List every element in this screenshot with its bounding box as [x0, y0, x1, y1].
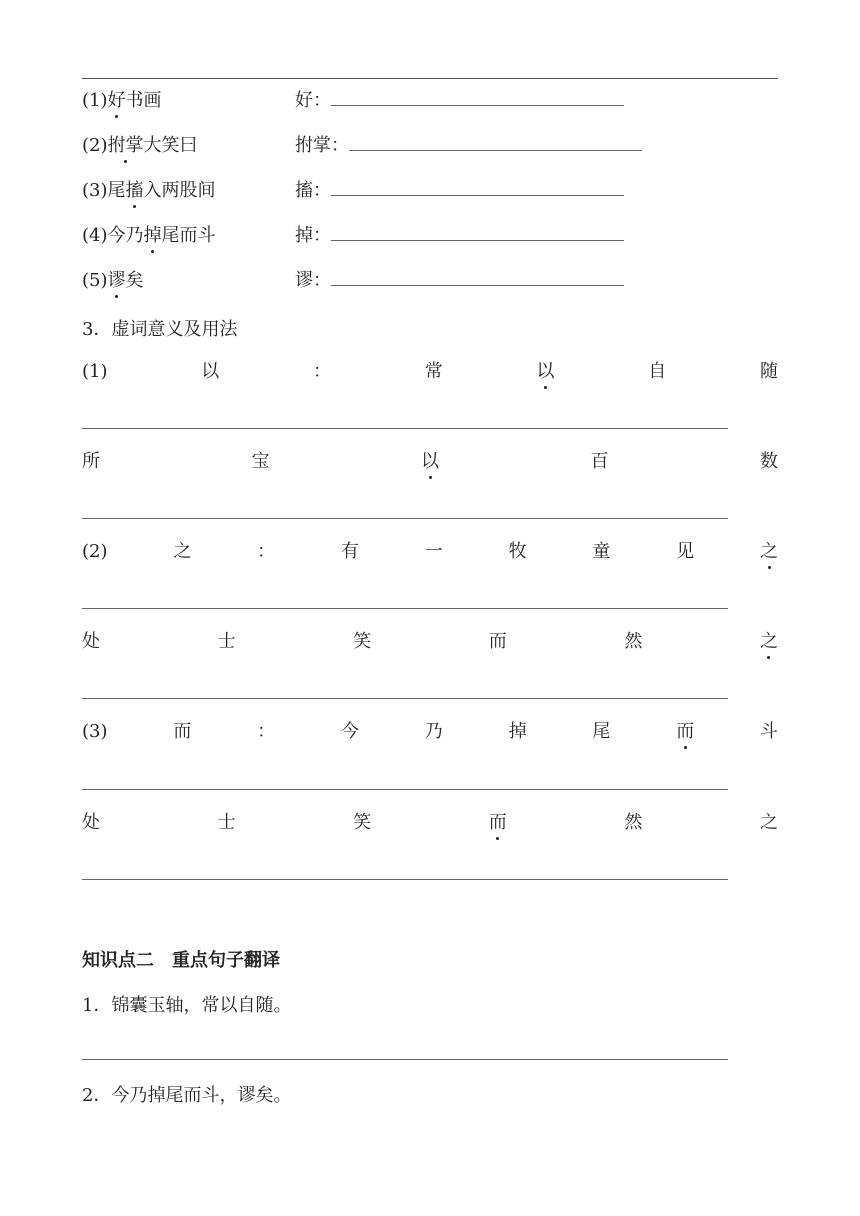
function-word-row-6: 处 士 笑 而 然 之 [82, 812, 778, 833]
knowledge-point-title: 知识点二 重点句子翻译 [82, 950, 280, 971]
answer-line[interactable] [82, 428, 728, 429]
answer-blank[interactable] [349, 136, 642, 151]
answer-line[interactable] [82, 698, 728, 699]
answer-line[interactable] [82, 608, 728, 609]
sentence-1: 1．锦囊玉轴，常以自随。 [82, 995, 292, 1016]
answer-line[interactable] [82, 518, 728, 519]
function-word-row-5: (3) 而 ： 今 乃 掉 尾 而 斗 [82, 721, 778, 742]
top-divider [82, 78, 778, 79]
function-word-row-3: (2) 之 ： 有 一 牧 童 见 之 [82, 541, 778, 562]
answer-blank[interactable] [331, 181, 624, 196]
section-3-title: 3．虚词意义及用法 [82, 319, 238, 340]
function-word-row-2: 所 宝 以 百 数 [82, 451, 778, 472]
answer-line[interactable] [82, 879, 728, 880]
function-word-row-1: (1) 以 ： 常 以 自 随 [82, 361, 778, 382]
answer-blank[interactable] [331, 91, 624, 106]
answer-line[interactable] [82, 1059, 728, 1060]
function-word-row-4: 处 士 笑 而 然 之 [82, 631, 778, 652]
sentence-2: 2．今乃掉尾而斗，谬矣。 [82, 1085, 292, 1106]
answer-line[interactable] [82, 789, 728, 790]
answer-blank[interactable] [331, 271, 624, 286]
answer-blank[interactable] [331, 226, 624, 241]
